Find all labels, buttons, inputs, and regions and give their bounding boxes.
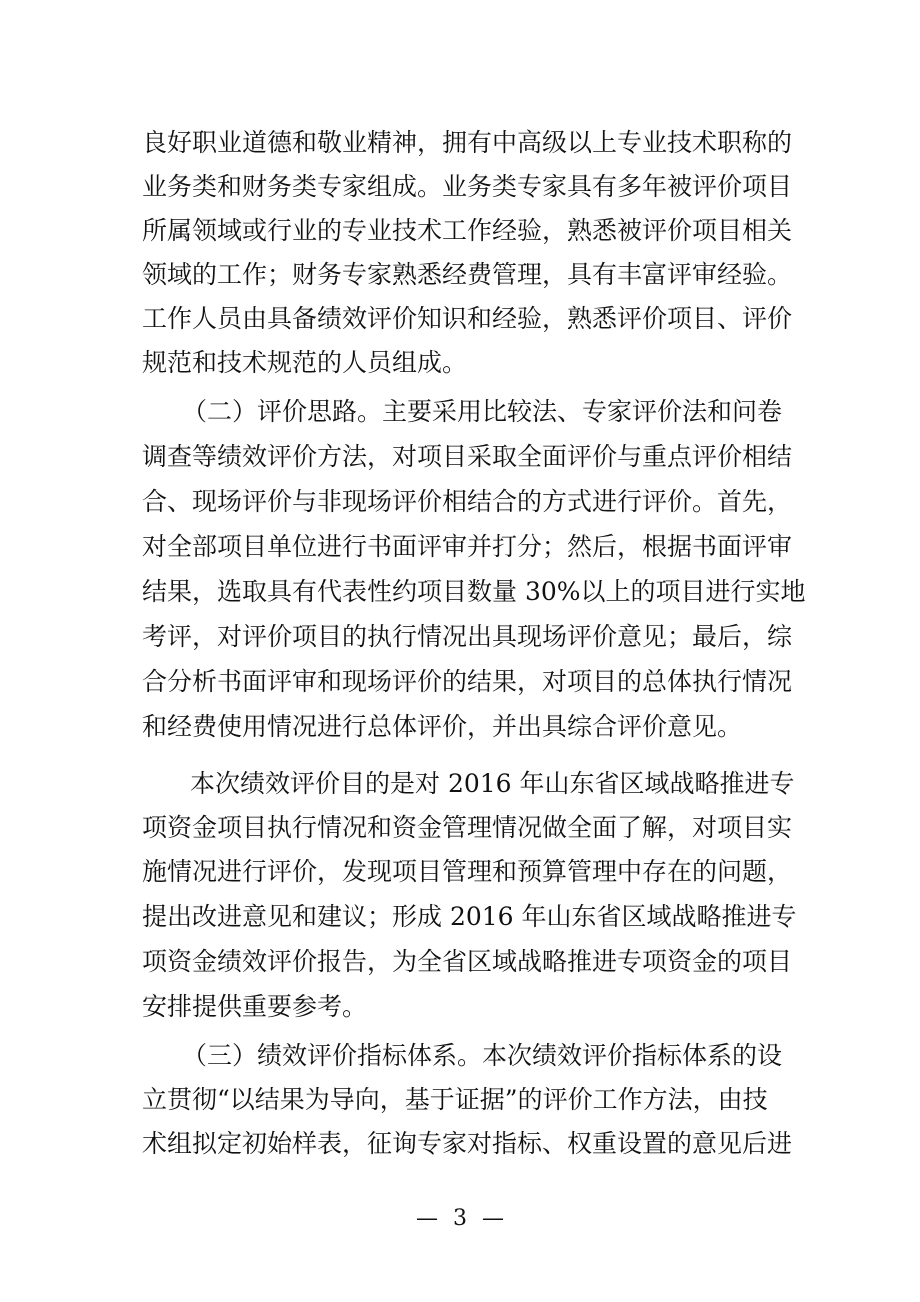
text-line-5 <box>0 299 920 339</box>
text-line-5-text: 工作人员由具备绩效评价知识和经验，熟悉评价项目、评价 <box>142 304 793 333</box>
text-line-12-text: 考评，对评价项目的执行情况出具现场评价意见；最后，综 <box>142 622 793 651</box>
text-line-7-text: （二）评价思路。主要采用比较法、专家评价法和问卷 <box>182 397 783 426</box>
page-number: 3 <box>453 1206 467 1231</box>
text-line-14-text: 和经费使用情况进行总体评价，并出具综合评价意见。 <box>142 712 743 741</box>
text-line-11-text: 结果，选取具有代表性约项目数量 30%以上的项目进行实地 <box>142 577 806 606</box>
footer-dash-right: — <box>482 1206 504 1231</box>
text-line-22-text: 立贯彻“以结果为导向，基于证据”的评价工作方法，由技 <box>142 1085 768 1114</box>
text-line-21 <box>0 1036 920 1076</box>
text-line-14 <box>0 707 920 747</box>
text-line-18 <box>0 897 920 937</box>
text-line-17 <box>0 852 920 892</box>
text-line-6-text: 规范和技术规范的人员组成。 <box>142 348 468 377</box>
text-line-20 <box>0 987 920 1027</box>
text-line-1-text: 良好职业道德和敬业精神，拥有中高级以上专业技术职称的 <box>142 128 793 157</box>
text-line-16-text: 项资金项目执行情况和资金管理情况做全面了解，对项目实 <box>142 813 793 842</box>
text-line-23-text: 术组拟定初始样表，征询专家对指标、权重设置的意见后进 <box>142 1129 793 1158</box>
text-line-23 <box>0 1124 920 1164</box>
text-line-12 <box>0 617 920 657</box>
text-line-15-text: 本次绩效评价目的是对 2016 年山东省区域战略推进专 <box>190 769 795 798</box>
text-line-2-text: 业务类和财务类专家组成。业务类专家具有多年被评价项目 <box>142 172 793 201</box>
text-line-20-text: 安排提供重要参考。 <box>142 992 368 1021</box>
text-line-8 <box>0 437 920 477</box>
text-line-4-text: 领域的工作；财务专家熟悉经费管理，具有丰富评审经验。 <box>142 260 793 289</box>
footer-dash-left: — <box>416 1206 438 1231</box>
text-line-2 <box>0 167 920 207</box>
text-line-6 <box>0 343 920 383</box>
text-line-22 <box>0 1080 920 1120</box>
text-line-10-text: 对全部项目单位进行书面评审并打分；然后，根据书面评审 <box>142 532 793 561</box>
text-line-9 <box>0 482 920 522</box>
page-footer <box>0 1204 920 1234</box>
text-line-9-text: 合、现场评价与非现场评价相结合的方式进行评价。首先， <box>142 487 793 516</box>
text-line-13-text: 合分析书面评审和现场评价的结果，对项目的总体执行情况 <box>142 667 793 696</box>
text-line-18-text: 提出改进意见和建议；形成 2016 年山东省区域战略推进专 <box>142 902 797 931</box>
text-line-7 <box>0 392 920 432</box>
text-line-19 <box>0 942 920 982</box>
text-line-11 <box>0 572 920 612</box>
text-line-3-text: 所属领域或行业的专业技术工作经验，熟悉被评价项目相关 <box>142 216 793 245</box>
text-line-8-text: 调查等绩效评价方法，对项目采取全面评价与重点评价相结 <box>142 442 793 471</box>
text-line-17-text: 施情况进行评价，发现项目管理和预算管理中存在的问题， <box>142 857 793 886</box>
text-line-16 <box>0 808 920 848</box>
text-line-1 <box>0 123 920 163</box>
text-line-19-text: 项资金绩效评价报告，为全省区域战略推进专项资金的项目 <box>142 947 793 976</box>
text-line-21-text: （三）绩效评价指标体系。本次绩效评价指标体系的设 <box>182 1041 783 1070</box>
text-line-4 <box>0 255 920 295</box>
text-line-13 <box>0 662 920 702</box>
text-line-15 <box>0 764 920 804</box>
text-line-10 <box>0 527 920 567</box>
text-line-3 <box>0 211 920 251</box>
